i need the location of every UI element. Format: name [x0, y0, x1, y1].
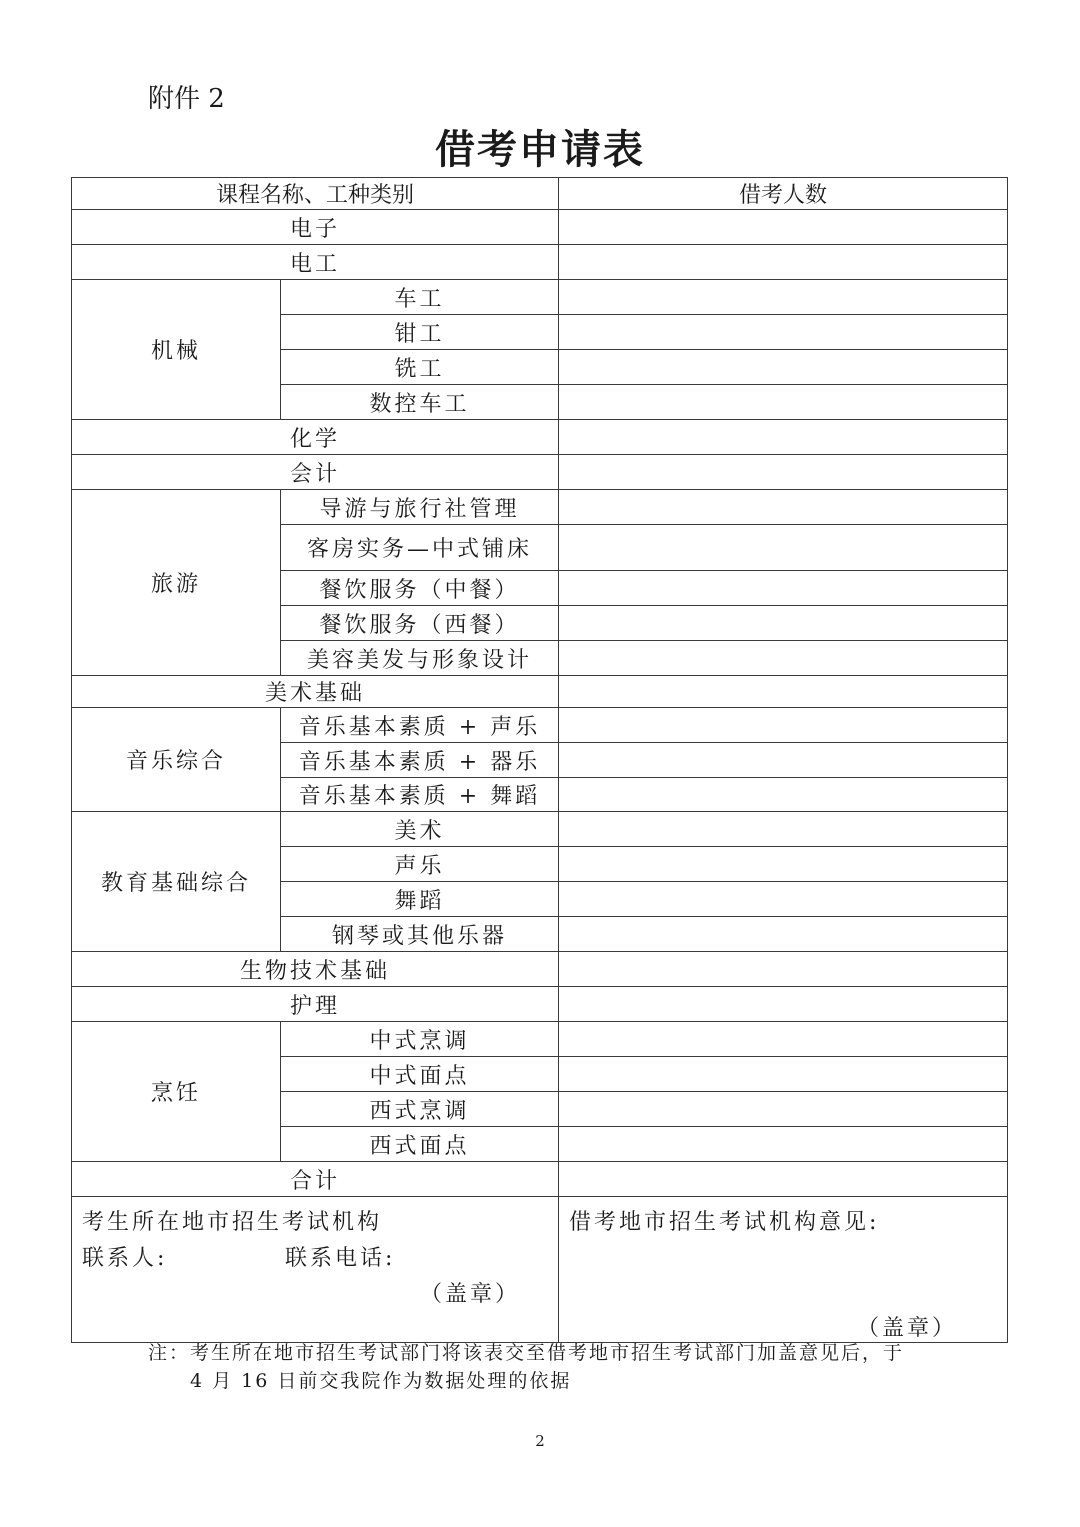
- count-cell-huaxue[interactable]: [559, 420, 1008, 455]
- note-line-2: 4 月 16 日前交我院作为数据处理的依据: [190, 1370, 572, 1392]
- count-cell-yinyue-1[interactable]: [559, 708, 1008, 743]
- course-dianzi: 电子: [72, 210, 559, 245]
- count-cell-pengren-1[interactable]: [559, 1022, 1008, 1057]
- count-cell-huli[interactable]: [559, 987, 1008, 1022]
- count-cell-total[interactable]: [559, 1162, 1008, 1197]
- exam-seal-label: （盖章）: [857, 1316, 958, 1341]
- count-cell-lvyou-1[interactable]: [559, 490, 1008, 525]
- count-cell-pengren-3[interactable]: [559, 1092, 1008, 1127]
- table-row: [72, 676, 1008, 708]
- count-cell-meishu-jichu[interactable]: [559, 676, 1008, 708]
- count-cell-jixie-2[interactable]: [559, 315, 1008, 350]
- count-cell-jiaoyu-3[interactable]: [559, 882, 1008, 917]
- course-kuaiji: 会计: [72, 455, 559, 490]
- table-row: [72, 280, 1008, 315]
- count-column-header: 借考人数: [559, 178, 1008, 210]
- table-row: [72, 708, 1008, 743]
- origin-institution-title: 考生所在地市招生考试机构: [82, 1210, 383, 1235]
- count-cell-lvyou-2[interactable]: [559, 525, 1008, 571]
- group-pengren: 烹饪: [72, 1022, 281, 1162]
- course-jixie-3: 铣工: [281, 350, 559, 385]
- course-yinyue-2: 音乐基本素质 + 器乐: [281, 743, 559, 778]
- total-label: 合计: [72, 1162, 559, 1197]
- table-row: [72, 952, 1008, 987]
- table-row: [72, 245, 1008, 280]
- count-cell-dianzi[interactable]: [559, 210, 1008, 245]
- course-jixie-2: 钳工: [281, 315, 559, 350]
- count-cell-shengwu[interactable]: [559, 952, 1008, 987]
- count-cell-jiaoyu-4[interactable]: [559, 917, 1008, 952]
- table-row: [72, 812, 1008, 847]
- table-row: [72, 987, 1008, 1022]
- course-column-header: 课程名称、工种类别: [72, 178, 559, 210]
- table-row: [72, 455, 1008, 490]
- count-cell-kuaiji[interactable]: [559, 455, 1008, 490]
- group-jiaoyu: 教育基础综合: [72, 812, 281, 952]
- page-title: 借考申请表: [435, 126, 645, 173]
- table-header-row: [72, 178, 1008, 210]
- count-cell-jixie-1[interactable]: [559, 280, 1008, 315]
- group-jixie: 机械: [72, 280, 281, 420]
- group-yinyue: 音乐综合: [72, 708, 281, 812]
- table-row: [72, 210, 1008, 245]
- count-cell-yinyue-2[interactable]: [559, 743, 1008, 778]
- course-lvyou-3: 餐饮服务（中餐）: [281, 571, 559, 606]
- page-number: 2: [535, 1432, 545, 1450]
- group-lvyou: 旅游: [72, 490, 281, 676]
- origin-institution-cell[interactable]: [72, 1197, 559, 1343]
- table-row: [72, 420, 1008, 455]
- course-pengren-2: 中式面点: [281, 1057, 559, 1092]
- contact-phone-label: 联系电话:: [285, 1246, 396, 1271]
- table-row: [72, 1022, 1008, 1057]
- course-jiaoyu-1: 美术: [281, 812, 559, 847]
- course-lvyou-1: 导游与旅行社管理: [281, 490, 559, 525]
- exam-institution-opinion-cell[interactable]: [559, 1197, 1008, 1343]
- course-jiaoyu-3: 舞蹈: [281, 882, 559, 917]
- count-cell-pengren-2[interactable]: [559, 1057, 1008, 1092]
- course-lvyou-4: 餐饮服务（西餐）: [281, 606, 559, 641]
- course-lvyou-5: 美容美发与形象设计: [281, 641, 559, 676]
- count-cell-lvyou-3[interactable]: [559, 571, 1008, 606]
- count-cell-jiaoyu-2[interactable]: [559, 847, 1008, 882]
- count-cell-lvyou-4[interactable]: [559, 606, 1008, 641]
- course-huaxue: 化学: [72, 420, 559, 455]
- course-jixie-1: 车工: [281, 280, 559, 315]
- course-jixie-4: 数控车工: [281, 385, 559, 420]
- table-row: [72, 490, 1008, 525]
- course-jiaoyu-4: 钢琴或其他乐器: [281, 917, 559, 952]
- attachment-label: 附件 2: [148, 84, 225, 114]
- course-yinyue-3: 音乐基本素质 + 舞蹈: [281, 778, 559, 812]
- count-cell-jixie-3[interactable]: [559, 350, 1008, 385]
- application-form-table: [71, 177, 1008, 1343]
- count-cell-lvyou-5[interactable]: [559, 641, 1008, 676]
- course-shengwu: 生物技术基础: [72, 952, 559, 987]
- count-cell-pengren-4[interactable]: [559, 1127, 1008, 1162]
- exam-institution-opinion-title: 借考地市招生考试机构意见:: [569, 1210, 880, 1235]
- course-jiaoyu-2: 声乐: [281, 847, 559, 882]
- note-line-1: 注：考生所在地市招生考试部门将该表交至借考地市招生考试部门加盖意见后，于: [148, 1342, 905, 1364]
- course-huli: 护理: [72, 987, 559, 1022]
- course-yinyue-1: 音乐基本素质 + 声乐: [281, 708, 559, 743]
- course-diangong: 电工: [72, 245, 559, 280]
- signature-row: [72, 1197, 1008, 1343]
- course-pengren-3: 西式烹调: [281, 1092, 559, 1127]
- origin-seal-label: （盖章）: [420, 1282, 521, 1307]
- count-cell-jiaoyu-1[interactable]: [559, 812, 1008, 847]
- count-cell-diangong[interactable]: [559, 245, 1008, 280]
- course-meishu-jichu: 美术基础: [72, 676, 559, 708]
- course-pengren-4: 西式面点: [281, 1127, 559, 1162]
- course-pengren-1: 中式烹调: [281, 1022, 559, 1057]
- count-cell-jixie-4[interactable]: [559, 385, 1008, 420]
- course-lvyou-2: 客房实务—中式铺床: [281, 525, 559, 571]
- total-row: [72, 1162, 1008, 1197]
- count-cell-yinyue-3[interactable]: [559, 778, 1008, 812]
- contact-person-label: 联系人:: [82, 1246, 168, 1271]
